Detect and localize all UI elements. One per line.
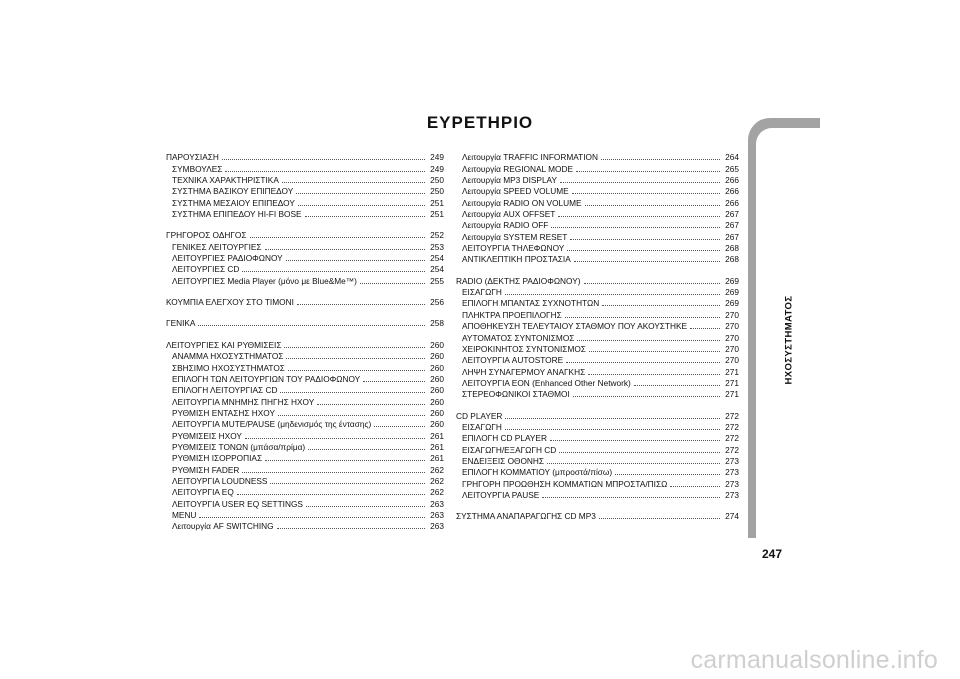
toc-entry-page: 261 xyxy=(430,430,444,441)
toc-entry-page: 271 xyxy=(725,377,739,388)
toc-entry[interactable] xyxy=(456,175,739,186)
page-title: ΕΥΡΕΤΗΡΙΟ xyxy=(426,113,534,132)
toc-entry-title: Λειτουργία SYSTEM RESET xyxy=(462,231,568,242)
toc-entry[interactable] xyxy=(166,510,444,521)
toc-entry[interactable] xyxy=(456,197,739,208)
dot-leader xyxy=(360,283,425,284)
dot-leader xyxy=(308,449,425,450)
toc-entry-page: 263 xyxy=(430,509,444,520)
toc-entry-title: Λειτουργία AUX OFFSET xyxy=(462,209,556,220)
dot-leader xyxy=(305,216,425,217)
toc-entry-title: ΛΕΙΤΟΥΡΓΙΑ EON (Enhanced Other Network) xyxy=(462,377,631,388)
toc-left-column xyxy=(166,152,444,532)
toc-entry-page: 268 xyxy=(725,254,739,265)
toc-entry-page: 250 xyxy=(430,186,444,197)
dot-leader xyxy=(690,328,720,329)
toc-entry[interactable] xyxy=(456,231,739,242)
dot-leader xyxy=(505,429,720,430)
toc-entry-page: 260 xyxy=(430,407,444,418)
dot-leader xyxy=(550,440,720,441)
toc-entry-title: ΕΙΣΑΓΩΓΗ/ΕΞΑΓΩΓΗ CD xyxy=(462,444,557,455)
toc-entry-page: 258 xyxy=(430,318,444,329)
toc-entry-title: Λειτουργία MP3 DISPLAY xyxy=(462,175,558,186)
dot-leader xyxy=(572,193,720,194)
toc-entry-page: 270 xyxy=(725,321,739,332)
toc-entry[interactable] xyxy=(166,521,444,532)
dot-leader xyxy=(505,418,720,419)
dot-leader xyxy=(286,358,425,359)
toc-entry-page: 269 xyxy=(725,275,739,286)
dot-leader xyxy=(566,362,720,363)
toc-entry-title: ΡΥΘΜΙΣΗ ΙΣΟΡΡΟΠΙΑΣ xyxy=(172,453,263,464)
toc-entry-page: 260 xyxy=(430,419,444,430)
toc-entry[interactable] xyxy=(456,467,739,478)
toc-entry-title: ΣΥΣΤΗΜΑ ΜΕΣΑΙΟΥ ΕΠΙΠΕΔΟΥ xyxy=(172,197,295,208)
toc-entry-title: ΕΠΙΛΟΓΗ ΚΟΜΜΑΤΙΟΥ (μπροστά/πίσω) xyxy=(462,467,613,478)
toc-entry-title: ΓΡΗΓΟΡΟΣ ΟΔΗΓΟΣ xyxy=(166,230,247,241)
dot-leader xyxy=(237,494,425,495)
dot-leader xyxy=(199,517,425,518)
toc-entry-title: Λειτουργία AF SWITCHING xyxy=(172,521,274,532)
toc-entry-page: 254 xyxy=(430,264,444,275)
dot-leader xyxy=(601,159,720,160)
toc-entry-page: 269 xyxy=(725,298,739,309)
dot-leader xyxy=(567,250,720,251)
toc-entry[interactable] xyxy=(456,478,739,489)
toc-entry-page: 273 xyxy=(725,478,739,489)
toc-entry-page: 261 xyxy=(430,453,444,464)
toc-entry[interactable] xyxy=(166,385,444,396)
toc-entry[interactable] xyxy=(456,355,739,366)
toc-entry[interactable] xyxy=(456,152,739,163)
toc-entry-page: 254 xyxy=(430,253,444,264)
toc-entry[interactable] xyxy=(456,321,739,332)
dot-leader xyxy=(559,452,720,453)
dot-leader xyxy=(570,239,720,240)
toc-entry[interactable] xyxy=(456,378,739,389)
dot-leader xyxy=(265,249,425,250)
dot-leader xyxy=(615,474,720,475)
toc-entry[interactable] xyxy=(166,487,444,498)
dot-leader xyxy=(277,528,425,529)
toc-entry[interactable] xyxy=(166,498,444,509)
toc-entry-title: ΕΠΙΛΟΓΗ ΜΠΑΝΤΑΣ ΣΥΧΝΟΤΗΤΩΝ xyxy=(462,298,600,309)
toc-entry[interactable] xyxy=(166,374,444,385)
toc-entry-page: 260 xyxy=(430,351,444,362)
toc-entry[interactable] xyxy=(456,220,739,231)
toc-entry-title: Λειτουργία SPEED VOLUME xyxy=(462,186,569,197)
dot-leader xyxy=(599,518,720,519)
toc-entry-page: 270 xyxy=(725,309,739,320)
section-gap xyxy=(456,400,739,410)
toc-entry-page: 270 xyxy=(725,355,739,366)
toc-entry[interactable] xyxy=(166,209,444,220)
toc-entry-page: 262 xyxy=(430,464,444,475)
toc-entry-title: ΡΥΘΜΙΣΗ ΕΝΤΑΣΗΣ ΗΧΟΥ xyxy=(172,407,276,418)
toc-entry-title: ΑΠΟΘΗΚΕΥΣΗ ΤΕΛΕΥΤΑΙΟΥ ΣΤΑΘΜΟΥ ΠΟΥ ΑΚΟΥΣΤΗΚΕ xyxy=(462,321,688,332)
dot-leader xyxy=(551,227,720,228)
toc-entry-title: ΑΝΤΙΚΛΕΠΤΙΚΗ ΠΡΟΣΤΑΣΙΑ xyxy=(462,254,571,265)
dot-leader xyxy=(374,426,425,427)
dot-leader xyxy=(198,325,425,326)
dot-leader xyxy=(565,317,720,318)
watermark xyxy=(0,646,960,675)
toc-entry[interactable] xyxy=(166,197,444,208)
dot-leader xyxy=(576,171,720,172)
toc-entry-title: ΛΕΙΤΟΥΡΓΙΑ USER EQ SETTINGS xyxy=(172,498,303,509)
dot-leader xyxy=(284,347,425,348)
toc-entry-page: 267 xyxy=(725,220,739,231)
dot-leader xyxy=(245,438,425,439)
toc-entry-title: ΛΕΙΤΟΥΡΓΙΑ AUTOSTORE xyxy=(462,355,564,366)
toc-entry-page: 249 xyxy=(430,163,444,174)
toc-entry[interactable] xyxy=(456,433,739,444)
section-gap xyxy=(166,329,444,339)
toc-entry-page: 267 xyxy=(725,209,739,220)
toc-entry[interactable] xyxy=(456,243,739,254)
toc-entry-page: 268 xyxy=(725,243,739,254)
toc-entry-page: 250 xyxy=(430,175,444,186)
dot-leader xyxy=(634,385,720,386)
toc-entry-title: ΣΥΣΤΗΜΑ ΕΠΙΠΕΔΟΥ HI-FI BOSE xyxy=(172,209,302,220)
toc-entry-title: ΕΠΙΛΟΓΗ CD PLAYER xyxy=(462,433,547,444)
toc-entry-page: 269 xyxy=(725,287,739,298)
dot-leader xyxy=(270,483,425,484)
toc-entry[interactable] xyxy=(166,264,444,275)
toc-entry-page: 251 xyxy=(430,197,444,208)
toc-entry-title: ΓΕΝΙΚΕΣ ΛΕΙΤΟΥΡΓΙΕΣ xyxy=(172,241,262,252)
toc-entry-title: MENU xyxy=(172,509,197,520)
toc-entry-title: ΛΕΙΤΟΥΡΓΙΕΣ ΚΑΙ ΡΥΘΜΙΣΕΙΣ xyxy=(166,339,282,350)
toc-entry-title: ΓΕΝΙΚΑ xyxy=(166,318,196,329)
toc-entry-title: ΕΠΙΛΟΓΗ ΛΕΙΤΟΥΡΓΙΑΣ CD xyxy=(172,385,278,396)
dot-leader xyxy=(547,463,720,464)
toc-entry[interactable] xyxy=(166,241,444,252)
toc-entry-page: 274 xyxy=(725,511,739,522)
toc-entry[interactable] xyxy=(456,186,739,197)
toc-section-entry[interactable] xyxy=(456,511,739,522)
toc-entry-title: ΣΥΜΒΟΥΛΕΣ xyxy=(172,163,223,174)
toc-entry[interactable] xyxy=(166,442,444,453)
toc-entry-page: 271 xyxy=(725,389,739,400)
toc-entry-title: ΛΕΙΤΟΥΡΓΙΑ ΤΗΛΕΦΩΝΟΥ xyxy=(462,243,565,254)
toc-section-entry[interactable] xyxy=(166,152,444,163)
toc-entry-title: ΡΥΘΜΙΣΗ FADER xyxy=(172,464,240,475)
toc-entry-title: ΡΥΘΜΙΣΕΙΣ ΗΧΟΥ xyxy=(172,430,242,441)
section-gap xyxy=(166,220,444,230)
toc-entry[interactable] xyxy=(166,396,444,407)
toc-entry-page: 272 xyxy=(725,444,739,455)
toc-entry-title: ΛΕΙΤΟΥΡΓΙΑ LOUDNESS xyxy=(172,475,268,486)
dot-leader xyxy=(296,193,425,194)
toc-entry-page: 264 xyxy=(725,152,739,163)
toc-entry-page: 260 xyxy=(430,362,444,373)
toc-section-entry[interactable] xyxy=(166,297,444,308)
toc-entry-page: 260 xyxy=(430,385,444,396)
toc-entry-title: ΛΕΙΤΟΥΡΓΙΕΣ ΡΑΔΙΟΦΩΝΟΥ xyxy=(172,253,283,264)
toc-entry[interactable] xyxy=(456,309,739,320)
toc-section-entry[interactable] xyxy=(166,230,444,241)
dot-leader xyxy=(573,396,720,397)
dot-leader xyxy=(670,486,720,487)
toc-entry-page: 273 xyxy=(725,455,739,466)
toc-entry[interactable] xyxy=(456,163,739,174)
section-gap xyxy=(456,501,739,511)
toc-entry-title: ΑΥΤΟΜΑΤΟΣ ΣΥΝΤΟΝΙΣΜΟΣ xyxy=(462,332,575,343)
toc-entry-title: ΛΗΨΗ ΣΥΝΑΓΕΡΜΟΥ ΑΝΑΓΚΗΣ xyxy=(462,366,586,377)
toc-entry-title: CD PLAYER xyxy=(456,410,503,421)
toc-entry-page: 252 xyxy=(430,230,444,241)
dot-leader xyxy=(225,171,425,172)
toc-entry-page: 272 xyxy=(725,433,739,444)
toc-entry[interactable] xyxy=(456,209,739,220)
toc-entry-title: ΛΕΙΤΟΥΡΓΙΕΣ CD xyxy=(172,264,240,275)
dot-leader xyxy=(242,472,425,473)
toc-entry-title: ΑΝΑΜΜΑ ΗΧΟΣΥΣΤΗΜΑΤΟΣ xyxy=(172,351,284,362)
toc-entry-page: 266 xyxy=(725,197,739,208)
dot-leader xyxy=(278,415,425,416)
dot-leader xyxy=(288,370,425,371)
toc-entry-page: 263 xyxy=(430,521,444,532)
toc-entry-page: 251 xyxy=(430,209,444,220)
toc-entry[interactable] xyxy=(166,351,444,362)
toc-entry-title: ΕΝΔΕΙΞΕΙΣ ΟΘΟΝΗΣ xyxy=(462,455,545,466)
dot-leader xyxy=(584,283,721,284)
dot-leader xyxy=(505,294,720,295)
chapter-label-text: ΗΧΟΣΥΣΤΗΜΑΤΟΣ xyxy=(783,295,795,385)
toc-entry-title: RADIO (ΔΕΚΤΗΣ ΡΑΔΙΟΦΩΝΟΥ) xyxy=(456,275,581,286)
dot-leader xyxy=(298,205,425,206)
toc-entry[interactable] xyxy=(166,175,444,186)
toc-entry-title: ΛΕΙΤΟΥΡΓΙΑ EQ xyxy=(172,487,234,498)
toc-section-entry[interactable] xyxy=(456,410,739,421)
toc-entry-page: 272 xyxy=(725,410,739,421)
dot-leader xyxy=(286,260,425,261)
toc-entry-title: ΣΥΣΤΗΜΑ ΒΑΣΙΚΟΥ ΕΠΙΠΕΔΟΥ xyxy=(172,186,294,197)
toc-entry-page: 273 xyxy=(725,489,739,500)
page-number: 247 xyxy=(761,547,783,561)
toc-entry-title: ΚΟΥΜΠΙΑ ΕΛΕΓΧΟΥ ΣΤΟ ΤΙΜΟΝΙ xyxy=(166,297,294,308)
toc-entry-page: 256 xyxy=(430,297,444,308)
toc-entry-page: 272 xyxy=(725,421,739,432)
toc-entry[interactable] xyxy=(456,366,739,377)
toc-entry-page: 260 xyxy=(430,373,444,384)
toc-right-column xyxy=(456,152,739,522)
dot-leader xyxy=(574,261,720,262)
toc-section-entry[interactable] xyxy=(456,275,739,286)
toc-entry-title: ΛΕΙΤΟΥΡΓΙΑ ΜΝΗΜΗΣ ΠΗΓΗΣ ΗΧΟΥ xyxy=(172,396,315,407)
section-gap xyxy=(166,308,444,318)
dot-leader xyxy=(250,237,425,238)
toc-entry-page: 249 xyxy=(430,152,444,163)
dot-leader xyxy=(558,216,720,217)
dot-leader xyxy=(280,392,425,393)
toc-entry-title: ΛΕΙΤΟΥΡΓΙΑ PAUSE xyxy=(462,489,540,500)
dot-leader xyxy=(222,159,425,160)
toc-entry[interactable] xyxy=(456,344,739,355)
section-gap xyxy=(456,265,739,275)
toc-entry-title: ΕΙΣΑΓΩΓΗ xyxy=(462,287,502,298)
toc-entry-page: 271 xyxy=(725,366,739,377)
toc-entry-page: 253 xyxy=(430,241,444,252)
toc-entry[interactable] xyxy=(166,163,444,174)
toc-entry-title: ΣΥΣΤΗΜΑ ΑΝΑΠΑΡΑΓΩΓΗΣ CD MP3 xyxy=(456,511,596,522)
dot-leader xyxy=(282,182,425,183)
toc-entry-title: Λειτουργία RADIO ON VOLUME xyxy=(462,197,582,208)
toc-entry-page: 255 xyxy=(430,275,444,286)
dot-leader xyxy=(560,182,720,183)
toc-entry[interactable] xyxy=(456,287,739,298)
toc-entry[interactable] xyxy=(456,332,739,343)
toc-entry-title: ΣΒΗΣΙΜΟ ΗΧΟΣΥΣΤΗΜΑΤΟΣ xyxy=(172,362,285,373)
toc-entry-title: ΧΕΙΡΟΚΙΝΗΤΟΣ ΣΥΝΤΟΝΙΣΜΟΣ xyxy=(462,343,586,354)
dot-leader xyxy=(363,381,425,382)
toc-entry-title: ΤΕΧΝΙΚΑ ΧΑΡΑΚΤΗΡΙΣΤΙΚΑ xyxy=(172,175,279,186)
dot-leader xyxy=(589,351,720,352)
toc-entry-title: ΣΤΕΡΕΟΦΩΝΙΚΟΙ ΣΤΑΘΜΟΙ xyxy=(462,389,570,400)
toc-entry[interactable] xyxy=(166,253,444,264)
toc-entry[interactable] xyxy=(456,422,739,433)
dot-leader xyxy=(602,305,720,306)
toc-entry-title: Λειτουργία TRAFFIC INFORMATION xyxy=(462,152,598,163)
toc-entry-page: 265 xyxy=(725,163,739,174)
toc-entry-title: ΓΡΗΓΟΡΗ ΠΡΟΩΘΗΣΗ ΚΟΜΜΑΤΙΩΝ ΜΠΡΟΣΤΑ/ΠΙΣΩ xyxy=(462,478,668,489)
toc-entry-page: 270 xyxy=(725,332,739,343)
toc-entry[interactable] xyxy=(456,490,739,501)
toc-entry-page: 270 xyxy=(725,343,739,354)
toc-entry-page: 266 xyxy=(725,175,739,186)
toc-entry-page: 263 xyxy=(430,498,444,509)
dot-leader xyxy=(317,404,425,405)
toc-entry[interactable] xyxy=(166,408,444,419)
section-gap xyxy=(166,287,444,297)
dot-leader xyxy=(577,340,720,341)
toc-entry-page: 267 xyxy=(725,231,739,242)
toc-entry-title: ΡΥΘΜΙΣΕΙΣ ΤΟΝΩΝ (μπάσα/πρίμα) xyxy=(172,441,306,452)
dot-leader xyxy=(585,205,720,206)
toc-entry[interactable] xyxy=(166,362,444,373)
toc-entry[interactable] xyxy=(456,444,739,455)
dot-leader xyxy=(588,374,720,375)
toc-entry-page: 260 xyxy=(430,339,444,350)
toc-entry-title: Λειτουργία REGIONAL MODE xyxy=(462,163,573,174)
dot-leader xyxy=(542,497,720,498)
toc-entry[interactable] xyxy=(166,453,444,464)
toc-entry-page: 262 xyxy=(430,475,444,486)
toc-section-entry[interactable] xyxy=(166,318,444,329)
toc-entry[interactable] xyxy=(166,186,444,197)
toc-entry[interactable] xyxy=(166,464,444,475)
toc-entry-page: 260 xyxy=(430,396,444,407)
toc-entry-page: 262 xyxy=(430,487,444,498)
toc-entry[interactable] xyxy=(456,456,739,467)
toc-entry[interactable] xyxy=(456,298,739,309)
toc-entry[interactable] xyxy=(456,389,739,400)
toc-entry-title: ΛΕΙΤΟΥΡΓΙΕΣ Media Player (μόνο με Blue&Me™) xyxy=(172,275,357,286)
toc-entry-title: ΠΛΗΚΤΡΑ ΠΡΟΕΠΙΛΟΓΗΣ xyxy=(462,309,562,320)
toc-entry[interactable] xyxy=(166,275,444,286)
toc-entry[interactable] xyxy=(166,430,444,441)
toc-entry-page: 266 xyxy=(725,186,739,197)
dot-leader xyxy=(306,506,425,507)
toc-entry-title: ΠΑΡΟΥΣΙΑΣΗ xyxy=(166,152,219,163)
toc-entry-title: ΕΠΙΛΟΓΗ ΤΩΝ ΛΕΙΤΟΥΡΓΙΩΝ ΤΟΥ ΡΑΔΙΟΦΩΝΟΥ xyxy=(172,373,361,384)
toc-entry-title: ΛΕΙΤΟΥΡΓΙΑ MUTE/PAUSE (μηδενισμός της έντασης) xyxy=(172,419,372,430)
dot-leader xyxy=(265,460,425,461)
dot-leader xyxy=(242,271,425,272)
dot-leader xyxy=(297,304,425,305)
toc-entry[interactable] xyxy=(456,254,739,265)
toc-entry-page: 261 xyxy=(430,441,444,452)
toc-entry-title: ΕΙΣΑΓΩΓΗ xyxy=(462,421,502,432)
toc-entry[interactable] xyxy=(166,419,444,430)
chapter-label xyxy=(783,250,795,430)
toc-entry-title: Λειτουργία RADIO OFF xyxy=(462,220,549,231)
watermark-text: carmanualsonline.info xyxy=(690,646,938,674)
toc-entry[interactable] xyxy=(166,476,444,487)
toc-entry-page: 273 xyxy=(725,467,739,478)
toc-section-entry[interactable] xyxy=(166,339,444,350)
